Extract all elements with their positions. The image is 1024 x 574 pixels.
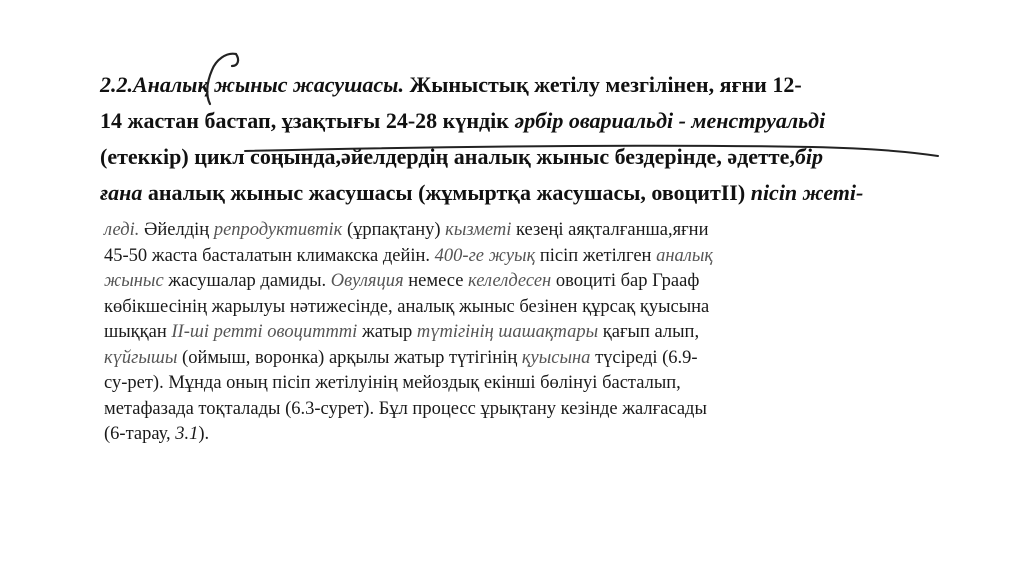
emphasis-text: Аналық жыныс жасушасы. [133, 72, 404, 97]
text-line [104, 220, 708, 241]
text-run: Әйелдің [139, 220, 214, 240]
text-run: түсіреді (6.9- [590, 347, 698, 368]
emphasis-text: репродуктивтік [213, 220, 343, 240]
text-line [104, 399, 707, 420]
text-line [104, 297, 709, 318]
text-run: көбікшесінің жарылуы нәтижесінде, аналық жыныс безінен құрсақ қуысына [104, 296, 710, 317]
text-run: 45-50 жаста басталатын климакска дейін. [104, 245, 435, 266]
text-run: жасушалар дамиды. [163, 271, 331, 291]
emphasis-text: қуысына [521, 347, 591, 368]
text-run: (6-тарау, [104, 424, 176, 444]
text-run: кезеңі аяқталғанша,яғни [511, 220, 709, 240]
text-line [100, 72, 802, 98]
emphasis-text: пісіп жеті- [750, 180, 864, 205]
emphasis-text: леді. [104, 220, 140, 240]
emphasis-text: ғана [100, 180, 143, 205]
text-run: аналық жыныс жасушасы (жұмыртқа жасушасы, овоцитІІ) [142, 180, 751, 205]
text-run: (етеккір) цикл соңында,әйелдердің аналық жыныс бездерінде, әдетте, [100, 144, 795, 169]
emphasis-text: 3.1 [175, 424, 199, 444]
text-run: қағып алып, [598, 322, 700, 342]
emphasis-text: келелдесен [468, 271, 552, 291]
text-run: пісіп жетілген [535, 245, 657, 266]
emphasis-text: жыныс [104, 271, 164, 291]
emphasis-text: 400-ге жуық [434, 245, 536, 266]
text-run: овоциті бар Грааф [551, 271, 700, 291]
text-line [104, 322, 699, 343]
emphasis-text: күйгышы [104, 347, 178, 368]
emphasis-text: Овуляция [330, 271, 404, 291]
text-line [104, 246, 713, 267]
emphasis-text: түтігінің шашақтары [416, 322, 599, 342]
text-line [100, 180, 863, 206]
emphasis-text: бір [794, 144, 823, 169]
text-run: су-рет). Мұнда оның пісіп жетілуінің мейоздық екінші бөлінуі басталып, [104, 373, 681, 393]
text-line [104, 373, 681, 394]
text-run: Жыныстық жетілу мезгілінен, яғни 12- [403, 72, 802, 97]
emphasis-text: әрбір овариальді - менструальді [514, 108, 826, 133]
text-line [104, 271, 699, 292]
text-run: жатыр [357, 322, 417, 342]
text-run: метафазада тоқталады (6.3-сурет). Бұл процесс ұрықтану кезінде жалғасады [104, 398, 707, 419]
text-run: шыққан [104, 322, 172, 342]
text-run: ). [198, 424, 210, 444]
emphasis-text: аналық [656, 245, 714, 266]
text-run: (оймыш, воронка) арқылы жатыр түтігінің [177, 347, 522, 368]
text-run: немесе [403, 271, 469, 291]
emphasis-text: кызметі [445, 220, 512, 240]
text-line [100, 144, 823, 170]
text-run: (ұрпақтану) [342, 220, 446, 240]
text-line [100, 108, 825, 134]
emphasis-text: II-ші ретті овоциттті [171, 322, 358, 342]
text-line [104, 424, 209, 445]
text-line [104, 348, 698, 369]
text-run: 14 жастан бастап, ұзақтығы 24-28 күндік [100, 108, 515, 133]
emphasis-text: 2.2. [100, 72, 133, 97]
